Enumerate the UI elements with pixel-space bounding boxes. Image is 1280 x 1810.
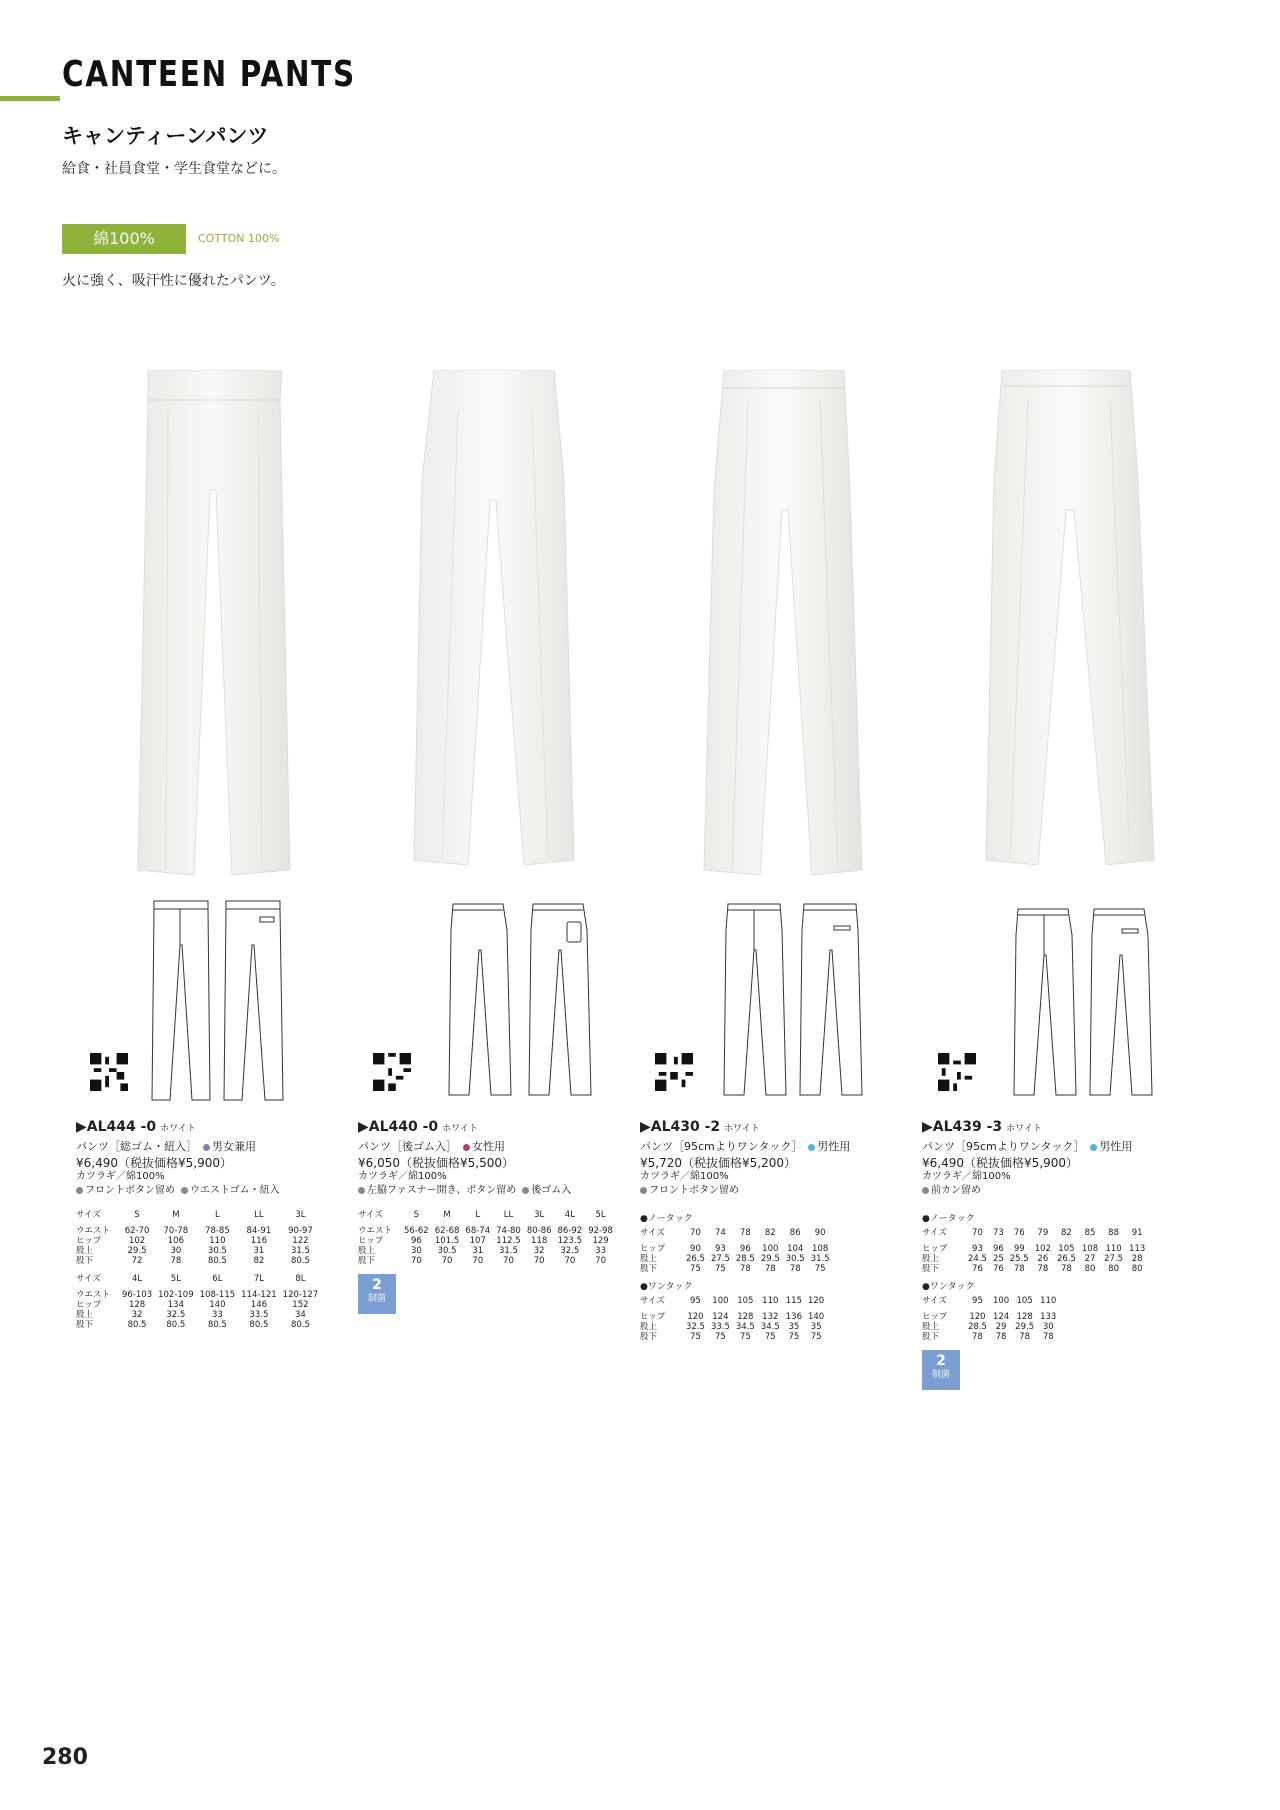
table-cell: 股下 bbox=[922, 1264, 940, 1274]
table-cell: 74-80 bbox=[496, 1226, 521, 1236]
table-cell: 5L bbox=[170, 1274, 181, 1284]
table-cell: 91 bbox=[1131, 1228, 1143, 1238]
qr-code-al430[interactable] bbox=[655, 1053, 693, 1091]
table-cell: 62-70 bbox=[124, 1226, 150, 1236]
product-al430 bbox=[640, 1120, 910, 1342]
page-title: CANTEEN PANTS bbox=[62, 54, 356, 95]
table-cell: 146 bbox=[250, 1300, 268, 1310]
table-cell: 3L bbox=[295, 1210, 306, 1220]
product-color: ホワイト bbox=[724, 1124, 760, 1134]
badge-label: 制菌 bbox=[931, 1370, 950, 1380]
table-cell: 101.5 bbox=[434, 1236, 460, 1246]
product-al439 bbox=[922, 1120, 1192, 1390]
table-cell: 99 bbox=[1013, 1244, 1025, 1254]
table-cell: 120-127 bbox=[282, 1290, 319, 1300]
table-cell: 75 bbox=[690, 1332, 701, 1342]
table-cell: 股上 bbox=[76, 1310, 94, 1320]
table-cell: 32.5 bbox=[686, 1322, 705, 1332]
table-cell: 56-62 bbox=[404, 1226, 429, 1236]
table-cell: 32.5 bbox=[166, 1310, 186, 1320]
table-cell: 股下 bbox=[76, 1256, 94, 1266]
table-cell: M bbox=[172, 1210, 180, 1220]
size-table bbox=[358, 1210, 616, 1266]
product-price: ¥6,050（税抜価格¥5,500） bbox=[358, 1156, 514, 1170]
product-photo-al444 bbox=[130, 370, 300, 875]
table-cell: サイズ bbox=[922, 1296, 947, 1306]
unisex-dot-icon bbox=[203, 1144, 210, 1151]
table-cell: 8L bbox=[295, 1274, 306, 1284]
page-subtitle: 給食・社員食堂・学生食堂などに。 bbox=[62, 161, 286, 177]
table-cell: ヒップ bbox=[358, 1236, 384, 1246]
table-cell: 75 bbox=[788, 1332, 800, 1342]
table-cell: 93 bbox=[972, 1244, 983, 1254]
table-cell: 70 bbox=[441, 1256, 453, 1266]
table-cell: 90 bbox=[814, 1228, 826, 1238]
table-cell: 25 bbox=[992, 1254, 1004, 1264]
size-table bbox=[640, 1296, 827, 1342]
table-cell: 73 bbox=[992, 1228, 1004, 1238]
table-cell: 股下 bbox=[922, 1332, 940, 1342]
table-cell: 28 bbox=[1131, 1254, 1143, 1264]
table-cell: 32.5 bbox=[560, 1246, 580, 1256]
table-cell: 70 bbox=[595, 1256, 606, 1266]
product-name: パンツ［95cmよりワンタック］ bbox=[922, 1140, 1085, 1153]
table-cell: 70 bbox=[690, 1228, 701, 1238]
product-color: ホワイト bbox=[160, 1124, 196, 1134]
table-cell: 26 bbox=[1037, 1254, 1049, 1264]
table-cell: 80.5 bbox=[127, 1320, 147, 1330]
table-cell: 140 bbox=[807, 1312, 825, 1322]
table-cell: 82 bbox=[764, 1228, 776, 1238]
antibacterial-badge bbox=[922, 1350, 960, 1390]
feature-item: 前カン留め bbox=[931, 1185, 981, 1196]
table-cell: 28.5 bbox=[735, 1254, 755, 1264]
table-cell: 股下 bbox=[358, 1256, 376, 1266]
line-art-al430 bbox=[720, 900, 870, 1100]
table-cell: 78 bbox=[739, 1228, 751, 1238]
table-cell: 31.5 bbox=[498, 1246, 518, 1256]
table-cell: 78 bbox=[1019, 1332, 1031, 1342]
table-cell: 110 bbox=[1040, 1296, 1057, 1306]
antibacterial-icon: 2 bbox=[936, 1353, 946, 1369]
table-cell: サイズ bbox=[640, 1228, 665, 1238]
table-cell: ヒップ bbox=[76, 1300, 102, 1310]
table-cell: 95 bbox=[690, 1296, 701, 1306]
table-cell: 78 bbox=[170, 1256, 182, 1266]
product-fabric: カツラギ／綿100% bbox=[640, 1171, 729, 1182]
subsection-no-tuck: ●ノータック bbox=[922, 1214, 975, 1224]
size-table bbox=[922, 1296, 1059, 1342]
product-fabric: カツラギ／綿100% bbox=[76, 1171, 165, 1182]
table-cell: L bbox=[475, 1210, 481, 1220]
table-cell: 102 bbox=[128, 1236, 146, 1246]
line-art-al439 bbox=[1010, 905, 1160, 1100]
table-cell: ウエスト bbox=[76, 1226, 111, 1236]
table-cell: 32 bbox=[533, 1246, 545, 1256]
table-cell: 122 bbox=[292, 1236, 309, 1246]
table-cell: 29.5 bbox=[1015, 1322, 1035, 1332]
table-cell: 96 bbox=[739, 1244, 751, 1254]
table-cell: 70 bbox=[472, 1256, 484, 1266]
table-cell: 27.5 bbox=[710, 1254, 730, 1264]
table-cell: ウエスト bbox=[358, 1226, 393, 1236]
table-cell: 86-92 bbox=[557, 1226, 583, 1236]
table-cell: 75 bbox=[714, 1264, 726, 1274]
table-cell: 62-68 bbox=[434, 1226, 460, 1236]
table-cell: 88 bbox=[1108, 1228, 1119, 1238]
table-cell: 108 bbox=[1081, 1244, 1099, 1254]
table-cell: 112.5 bbox=[496, 1236, 521, 1246]
table-cell: 35 bbox=[810, 1322, 822, 1332]
table-cell: 80.5 bbox=[290, 1256, 310, 1266]
size-table bbox=[76, 1210, 321, 1330]
table-cell: 118 bbox=[531, 1236, 548, 1246]
product-color: ホワイト bbox=[442, 1124, 478, 1134]
table-cell: 107 bbox=[469, 1236, 486, 1246]
table-cell: 110 bbox=[209, 1236, 226, 1246]
table-cell: 29 bbox=[995, 1322, 1007, 1332]
table-cell: 96 bbox=[410, 1236, 422, 1246]
table-cell: 110 bbox=[762, 1296, 779, 1306]
table-cell: 102-109 bbox=[158, 1290, 194, 1300]
product-name: パンツ［95cmよりワンタック］ bbox=[640, 1140, 803, 1153]
table-cell: 129 bbox=[592, 1236, 609, 1246]
table-cell: 股上 bbox=[922, 1254, 940, 1264]
gender-label: 男性用 bbox=[817, 1140, 851, 1153]
table-cell: 80.5 bbox=[207, 1320, 227, 1330]
table-cell: 78 bbox=[739, 1264, 751, 1274]
product-name: パンツ［後ゴム入］ bbox=[358, 1140, 457, 1153]
table-cell: 32 bbox=[131, 1310, 143, 1320]
gender-label: 女性用 bbox=[472, 1140, 505, 1153]
table-cell: 136 bbox=[785, 1312, 802, 1322]
product-code: ▶AL439 -3 bbox=[922, 1119, 1003, 1135]
table-cell: 78-85 bbox=[205, 1226, 230, 1236]
table-cell: 124 bbox=[992, 1312, 1010, 1322]
table-cell: 34 bbox=[295, 1310, 306, 1320]
table-cell: 74 bbox=[714, 1228, 726, 1238]
table-cell: サイズ bbox=[640, 1296, 665, 1306]
table-cell: 75 bbox=[764, 1332, 776, 1342]
table-cell: 128 bbox=[1016, 1312, 1033, 1322]
table-cell: 股上 bbox=[358, 1246, 376, 1256]
accent-line bbox=[0, 96, 60, 101]
table-cell: 25.5 bbox=[1009, 1254, 1029, 1264]
table-cell: 78 bbox=[995, 1332, 1007, 1342]
page-title-jp: キャンティーンパンツ bbox=[62, 124, 269, 148]
antibacterial-icon: 2 bbox=[372, 1277, 382, 1293]
product-code: ▶AL430 -2 bbox=[640, 1119, 721, 1135]
table-cell: 75 bbox=[739, 1332, 751, 1342]
product-photo-al439 bbox=[980, 370, 1160, 865]
qr-code-al440[interactable] bbox=[373, 1053, 411, 1091]
table-cell: 股上 bbox=[640, 1322, 658, 1332]
table-cell: 104 bbox=[787, 1244, 804, 1254]
material-badge: 綿100% bbox=[62, 224, 186, 254]
table-cell: 78 bbox=[1013, 1264, 1025, 1274]
table-cell: 70 bbox=[410, 1256, 422, 1266]
table-cell: 70 bbox=[564, 1256, 576, 1266]
table-cell: 140 bbox=[209, 1300, 226, 1310]
table-cell: 31.5 bbox=[290, 1246, 310, 1256]
table-cell: 96-103 bbox=[122, 1290, 153, 1300]
table-cell: 80-86 bbox=[526, 1226, 552, 1236]
table-cell: 100 bbox=[762, 1244, 779, 1254]
table-cell: 90-97 bbox=[288, 1226, 313, 1236]
table-cell: 80.5 bbox=[290, 1320, 310, 1330]
table-cell: 78 bbox=[1037, 1264, 1049, 1274]
qr-code-al439[interactable] bbox=[938, 1053, 976, 1091]
table-cell: 28.5 bbox=[968, 1322, 987, 1332]
table-cell: 3L bbox=[534, 1210, 545, 1220]
product-code: ▶AL444 -0 bbox=[76, 1119, 157, 1135]
table-cell: 114-121 bbox=[241, 1290, 277, 1300]
feature-item: 左脇ファスナー開き、ボタン留め bbox=[367, 1185, 517, 1196]
table-cell: 120 bbox=[807, 1296, 825, 1306]
table-cell: 30.5 bbox=[785, 1254, 805, 1264]
product-al440 bbox=[358, 1120, 628, 1314]
line-art-al444 bbox=[150, 895, 285, 1105]
table-cell: 股下 bbox=[640, 1264, 658, 1274]
table-cell: 33 bbox=[211, 1310, 223, 1320]
product-price: ¥5,720（税抜価格¥5,200） bbox=[640, 1156, 796, 1170]
table-cell: 133 bbox=[1040, 1312, 1057, 1322]
table-cell: 5L bbox=[595, 1210, 606, 1220]
subsection-no-tuck: ●ノータック bbox=[640, 1214, 693, 1224]
table-cell: 82 bbox=[1060, 1228, 1072, 1238]
table-cell: 26.5 bbox=[686, 1254, 705, 1264]
gender-label: 男女兼用 bbox=[212, 1140, 256, 1153]
table-cell: 31.5 bbox=[810, 1254, 830, 1264]
feature-item: フロントボタン留め bbox=[85, 1185, 175, 1196]
table-cell: 82 bbox=[253, 1256, 265, 1266]
table-cell: 80 bbox=[1131, 1264, 1143, 1274]
table-cell: ヒップ bbox=[640, 1312, 666, 1322]
table-cell: 75 bbox=[814, 1264, 826, 1274]
table-cell: 4L bbox=[131, 1274, 143, 1284]
table-cell: 80 bbox=[1084, 1264, 1096, 1274]
bullet-icon bbox=[522, 1187, 529, 1194]
table-cell: LL bbox=[503, 1210, 514, 1220]
table-cell: 132 bbox=[762, 1312, 779, 1322]
table-cell: 76 bbox=[972, 1264, 983, 1274]
table-cell: 105 bbox=[1058, 1244, 1075, 1254]
material-label-en: COTTON 100% bbox=[198, 232, 280, 245]
table-cell: 100 bbox=[992, 1296, 1010, 1306]
table-cell: 70 bbox=[972, 1228, 983, 1238]
table-cell: 78 bbox=[789, 1264, 801, 1274]
table-cell: 110 bbox=[1105, 1244, 1122, 1254]
subsection-one-tuck: ●ワンタック bbox=[640, 1282, 693, 1292]
feature-text: 火に強く、吸汗性に優れたパンツ。 bbox=[62, 273, 285, 289]
line-art-al440 bbox=[445, 900, 595, 1100]
table-cell: 152 bbox=[292, 1300, 309, 1310]
product-color: ホワイト bbox=[1006, 1124, 1042, 1134]
feature-item: 後ゴム入 bbox=[531, 1185, 572, 1196]
table-cell: 128 bbox=[737, 1312, 754, 1322]
table-cell: 80.5 bbox=[207, 1256, 227, 1266]
table-cell: 6L bbox=[212, 1274, 223, 1284]
table-cell: 105 bbox=[1016, 1296, 1033, 1306]
table-cell: 123.5 bbox=[557, 1236, 583, 1246]
table-cell: 31 bbox=[253, 1246, 265, 1256]
table-cell: 34.5 bbox=[760, 1322, 780, 1332]
table-cell: サイズ bbox=[358, 1210, 383, 1220]
table-cell: サイズ bbox=[76, 1274, 101, 1284]
table-cell: 105 bbox=[737, 1296, 754, 1306]
table-cell: 96 bbox=[992, 1244, 1004, 1254]
feature-item: ウエストゴム・紐入 bbox=[190, 1185, 280, 1196]
table-cell: 108-115 bbox=[199, 1290, 236, 1300]
table-cell: 95 bbox=[972, 1296, 983, 1306]
women-dot-icon bbox=[463, 1144, 470, 1151]
table-cell: 33 bbox=[595, 1246, 606, 1256]
table-cell: 75 bbox=[690, 1264, 701, 1274]
table-cell: ウエスト bbox=[76, 1290, 111, 1300]
product-code: ▶AL440 -0 bbox=[358, 1119, 439, 1135]
table-cell: 70 bbox=[503, 1256, 514, 1266]
table-cell: 78 bbox=[972, 1332, 983, 1342]
table-cell: 120 bbox=[687, 1312, 704, 1322]
table-cell: 86 bbox=[789, 1228, 801, 1238]
bullet-icon bbox=[358, 1187, 365, 1194]
table-cell: 134 bbox=[167, 1300, 184, 1310]
table-cell: M bbox=[443, 1210, 451, 1220]
table-cell: 79 bbox=[1037, 1228, 1049, 1238]
product-al444 bbox=[76, 1120, 346, 1330]
table-cell: 股下 bbox=[76, 1320, 94, 1330]
table-cell: 30 bbox=[410, 1246, 422, 1256]
page-number: 280 bbox=[42, 1745, 88, 1770]
table-cell: 34.5 bbox=[735, 1322, 755, 1332]
bullet-icon bbox=[922, 1187, 929, 1194]
table-cell: サイズ bbox=[76, 1210, 101, 1220]
table-cell: 124 bbox=[712, 1312, 729, 1322]
antibacterial-badge bbox=[358, 1274, 396, 1314]
table-cell: 108 bbox=[812, 1244, 829, 1254]
table-cell: 33.5 bbox=[710, 1322, 730, 1332]
table-cell: 100 bbox=[712, 1296, 729, 1306]
table-cell: 90 bbox=[690, 1244, 701, 1254]
bullet-icon bbox=[640, 1187, 647, 1194]
table-cell: 76 bbox=[992, 1264, 1004, 1274]
table-cell: 4L bbox=[564, 1210, 575, 1220]
table-cell: ヒップ bbox=[76, 1236, 102, 1246]
subsection-one-tuck: ●ワンタック bbox=[922, 1282, 975, 1292]
table-cell: 68-74 bbox=[465, 1226, 491, 1236]
men-dot-icon bbox=[808, 1144, 815, 1151]
table-cell: 116 bbox=[250, 1236, 268, 1246]
table-cell: ヒップ bbox=[922, 1312, 948, 1322]
table-cell: 93 bbox=[714, 1244, 726, 1254]
badge-label: 制菌 bbox=[367, 1294, 386, 1304]
table-cell: ヒップ bbox=[922, 1244, 948, 1254]
table-cell: 72 bbox=[131, 1256, 143, 1266]
table-cell: 24.5 bbox=[968, 1254, 987, 1264]
size-table bbox=[640, 1228, 833, 1274]
men-dot-icon bbox=[1090, 1144, 1097, 1151]
product-name: パンツ［総ゴム・紐入］ bbox=[76, 1140, 197, 1153]
table-cell: 106 bbox=[167, 1236, 184, 1246]
table-cell: 85 bbox=[1084, 1228, 1096, 1238]
table-cell: 35 bbox=[788, 1322, 800, 1332]
table-cell: 30 bbox=[1042, 1322, 1054, 1332]
product-price: ¥6,490（税抜価格¥5,900） bbox=[922, 1156, 1078, 1170]
product-photo-al430 bbox=[700, 370, 870, 875]
bullet-icon bbox=[181, 1187, 188, 1194]
table-cell: 27.5 bbox=[1104, 1254, 1124, 1264]
table-cell: ヒップ bbox=[640, 1244, 666, 1254]
table-cell: 92-98 bbox=[588, 1226, 613, 1236]
table-cell: 70 bbox=[533, 1256, 545, 1266]
table-cell: L bbox=[215, 1210, 220, 1220]
table-cell: 70-78 bbox=[163, 1226, 189, 1236]
table-cell: 27 bbox=[1084, 1254, 1096, 1264]
qr-code-al444[interactable] bbox=[90, 1053, 128, 1091]
table-cell: 75 bbox=[810, 1332, 822, 1342]
product-price: ¥6,490（税抜価格¥5,900） bbox=[76, 1156, 232, 1170]
table-cell: 30 bbox=[170, 1246, 182, 1256]
table-cell: 股上 bbox=[922, 1322, 940, 1332]
table-cell: 102 bbox=[1034, 1244, 1051, 1254]
bullet-icon bbox=[76, 1187, 83, 1194]
table-cell: 股上 bbox=[76, 1246, 94, 1256]
table-cell: 75 bbox=[714, 1332, 726, 1342]
table-cell: サイズ bbox=[922, 1228, 947, 1238]
table-cell: 80.5 bbox=[166, 1320, 186, 1330]
product-fabric: カツラギ／綿100% bbox=[922, 1171, 1011, 1182]
table-cell: 76 bbox=[1013, 1228, 1025, 1238]
product-photo-al440 bbox=[408, 370, 578, 865]
table-cell: 115 bbox=[785, 1296, 802, 1306]
table-cell: 128 bbox=[128, 1300, 146, 1310]
table-cell: 30.5 bbox=[207, 1246, 227, 1256]
table-cell: LL bbox=[254, 1210, 264, 1220]
table-cell: 股上 bbox=[640, 1254, 658, 1264]
table-cell: 26.5 bbox=[1056, 1254, 1076, 1264]
feature-item: フロントボタン留め bbox=[649, 1185, 739, 1196]
table-cell: S bbox=[413, 1210, 420, 1220]
table-cell: 31 bbox=[472, 1246, 484, 1256]
table-cell: 33.5 bbox=[249, 1310, 269, 1320]
table-cell: 78 bbox=[764, 1264, 776, 1274]
table-cell: 120 bbox=[969, 1312, 986, 1322]
size-table bbox=[922, 1228, 1148, 1274]
gender-label: 男性用 bbox=[1099, 1140, 1133, 1153]
table-cell: 股下 bbox=[640, 1332, 658, 1342]
table-cell: 84-91 bbox=[246, 1226, 272, 1236]
table-cell: 80.5 bbox=[249, 1320, 269, 1330]
table-cell: 30.5 bbox=[437, 1246, 457, 1256]
table-cell: 113 bbox=[1129, 1244, 1146, 1254]
table-cell: S bbox=[134, 1210, 140, 1220]
table-cell: 80 bbox=[1108, 1264, 1119, 1274]
table-cell: 29.5 bbox=[760, 1254, 780, 1264]
product-fabric: カツラギ／綿100% bbox=[358, 1171, 447, 1182]
table-cell: 78 bbox=[1042, 1332, 1054, 1342]
table-cell: 7L bbox=[253, 1274, 264, 1284]
table-cell: 29.5 bbox=[127, 1246, 147, 1256]
table-cell: 78 bbox=[1060, 1264, 1072, 1274]
